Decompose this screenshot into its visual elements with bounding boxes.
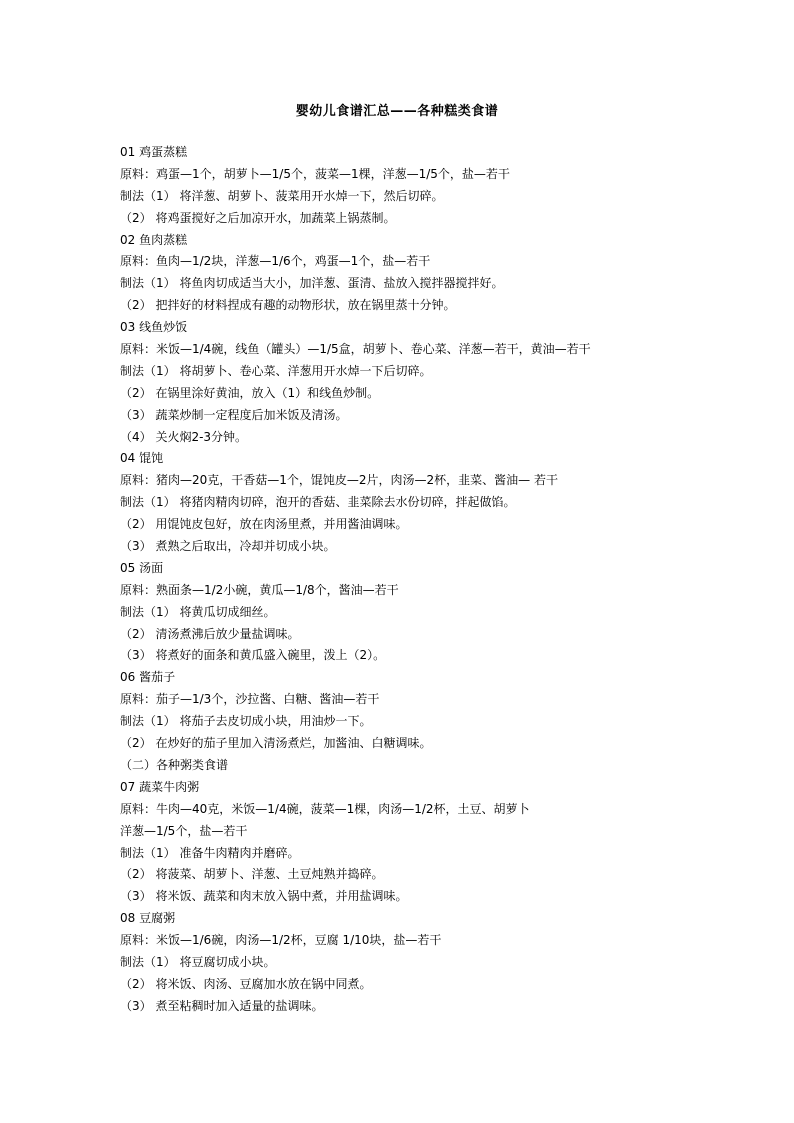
text-line: （2） 清汤煮沸后放少量盐调味。 [120,626,300,641]
text-line: 原料：鱼肉—1/2块，洋葱—1/6个，鸡蛋—1个，盐—若干 [120,254,431,269]
text-line: （2） 用馄饨皮包好，放在肉汤里煮，并用酱油调味。 [120,517,408,532]
text-line: （2） 在炒好的茄子里加入清汤煮烂，加酱油、白糖调味。 [120,736,432,751]
text-line: 01 鸡蛋蒸糕 [120,145,188,159]
document-title: 婴幼儿食谱汇总——各种糕类食谱 [295,104,499,119]
text-line: 洋葱—1/5个，盐—若干 [120,823,248,838]
text-line: 原料：猪肉—20克，干香菇—1个，馄饨皮—2片，肉汤—2杯，韭菜、酱油— 若干 [120,473,558,488]
text-line: 制法（1） 将鱼肉切成适当大小，加洋葱、蛋清、盐放入搅拌器搅拌好。 [120,276,504,291]
text-line: 06 酱茄子 [120,670,176,685]
text-line: （3） 煮至粘稠时加入适量的盐调味。 [120,998,324,1013]
text-line: 制法（1） 将猪肉精肉切碎，泡开的香菇、韭菜除去水份切碎，拌起做馅。 [120,495,516,510]
text-line: 原料：米饭—1/6碗，肉汤—1/2杯，豆腐 1/10块，盐—若干 [120,933,442,948]
text-line: 04 馄饨 [120,451,164,466]
text-line: （4） 关火焖2-3分钟。 [120,429,248,444]
text-line: 制法（1） 将洋葱、胡萝卜、菠菜用开水焯一下，然后切碎。 [120,188,444,203]
text-line: 制法（1） 将茄子去皮切成小块，用油炒一下。 [120,714,372,729]
text-line: 08 豆腐粥 [120,911,176,926]
text-line: 制法（1） 将黄瓜切成细丝。 [120,604,276,619]
text-line: （3） 煮熟之后取出，冷却并切成小块。 [120,539,336,554]
text-line: （2） 将米饭、肉汤、豆腐加水放在锅中同煮。 [120,976,372,991]
text-line: （3） 蔬菜炒制一定程度后加米饭及清汤。 [120,407,348,422]
text-line: （二）各种粥类食谱 [120,757,229,772]
text-line: 原料：牛肉—40克，米饭—1/4碗，菠菜—1棵，肉汤—1/2杯，土豆、胡萝卜 [120,801,530,816]
text-line: 制法（1） 将豆腐切成小块。 [120,954,276,969]
text-line: （2） 将鸡蛋搅好之后加凉开水，加蔬菜上锅蒸制。 [120,210,396,225]
text-line: 原料：茄子—1/3个，沙拉酱、白糖、酱油—若干 [120,692,380,707]
recipe-text-body [120,142,720,1018]
text-line: 02 鱼肉蒸糕 [120,232,188,247]
text-line: 03 线鱼炒饭 [120,320,188,335]
text-line: 制法（1） 将胡萝卜、卷心菜、洋葱用开水焯一下后切碎。 [120,363,432,378]
text-line: 07 蔬菜牛肉粥 [120,779,200,794]
text-line: （2） 在锅里涂好黄油，放入（1）和线鱼炒制。 [120,385,380,400]
text-line: 原料：米饭—1/4碗，线鱼（罐头）—1/5盒，胡萝卜、卷心菜、洋葱—若干，黄油—若干 [120,342,591,357]
text-line: 05 汤面 [120,560,164,575]
text-line: 原料：鸡蛋—1个，胡萝卜—1/5个，菠菜—1棵，洋葱—1/5个，盐—若干 [120,166,510,181]
text-line: （2） 把拌好的材料捏成有趣的动物形状，放在锅里蒸十分钟。 [120,298,456,313]
text-line: （2） 将菠菜、胡萝卜、洋葱、土豆炖熟并捣碎。 [120,867,384,882]
text-line: 制法（1） 准备牛肉精肉并磨碎。 [120,845,300,860]
text-line: （3） 将米饭、蔬菜和肉末放入锅中煮，并用盐调味。 [120,889,408,904]
text-line: 原料：熟面条—1/2小碗，黄瓜—1/8个，酱油—若干 [120,582,399,597]
text-line: （3） 将煮好的面条和黄瓜盛入碗里，泼上（2）。 [120,648,386,663]
